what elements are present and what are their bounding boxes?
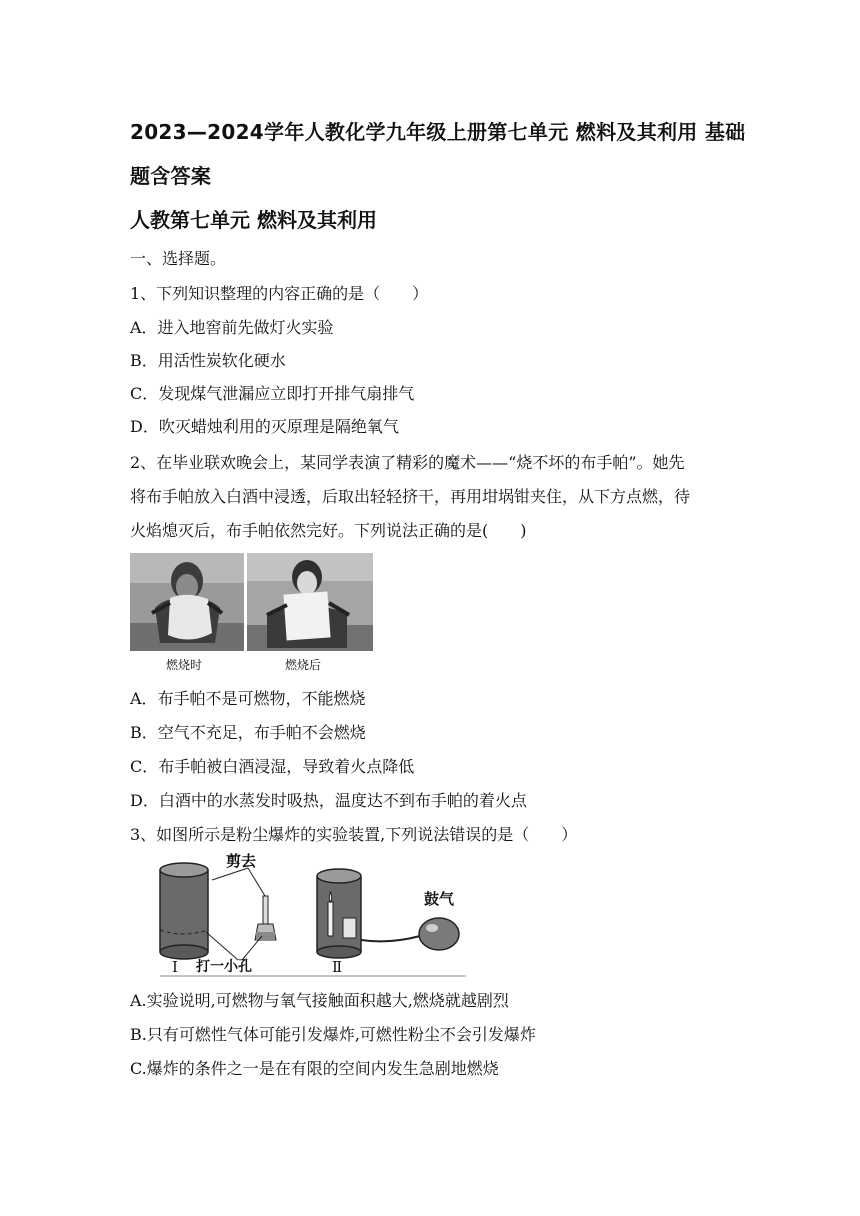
photo-after-burning	[247, 553, 373, 651]
q2-stem-line1: 2、在毕业联欢晚会上，某同学表演了精彩的魔术——“烧不坏的布手帕”。她先	[130, 453, 685, 472]
section-heading: 一、选择题。	[130, 249, 227, 268]
q3-option-b: B.只有可燃性气体可能引发爆炸,可燃性粉尘不会引发爆炸	[130, 1025, 536, 1044]
document-title-line2: 题含答案	[130, 164, 212, 188]
label-hole: 打一小孔	[196, 959, 252, 975]
q2-option-c: C．布手帕被白酒浸湿，导致着火点降低	[130, 757, 415, 776]
cylinder-one	[160, 863, 208, 959]
label-roman-two: Ⅱ	[332, 958, 343, 976]
q1-stem: 1、下列知识整理的内容正确的是（ ）	[130, 284, 429, 303]
cylinder-two	[317, 869, 361, 958]
photo-caption-after: 燃烧后	[285, 658, 322, 672]
photo-caption-burning: 燃烧时	[166, 658, 203, 672]
q1-option-d: D．吹灭蜡烛利用的灭原理是隔绝氧气	[130, 417, 399, 436]
q2-stem-line3: 火焰熄灭后，布手帕依然完好。下列说法正确的是( )	[130, 521, 527, 540]
label-cut: 剪去	[226, 852, 257, 870]
q2-option-b: B．空气不充足，布手帕不会燃烧	[130, 723, 366, 742]
q3-stem: 3、如图所示是粉尘爆炸的实验装置,下列说法错误的是（ ）	[130, 825, 578, 844]
q1-option-a: A．进入地窖前先做灯火实验	[130, 318, 334, 337]
small-bottle	[255, 896, 276, 940]
q2-option-d: D．白酒中的水蒸发时吸热，温度达不到布手帕的着火点	[130, 791, 527, 810]
dust-explosion-apparatus	[130, 848, 466, 978]
q1-option-b: B．用活性炭软化硬水	[130, 351, 286, 370]
q3-option-c: C.爆炸的条件之一是在有限的空间内发生急剧地燃烧	[130, 1059, 499, 1078]
q1-option-c: C．发现煤气泄漏应立即打开排气扇排气	[130, 384, 415, 403]
q2-option-a: A．布手帕不是可燃物，不能燃烧	[130, 689, 366, 708]
q2-stem-line2: 将布手帕放入白酒中浸透，后取出轻轻挤干，再用坩埚钳夹住，从下方点燃，待	[130, 487, 691, 506]
document-title-line1: 2023—2024学年人教化学九年级上册第七单元 燃料及其利用 基础	[130, 120, 746, 144]
document-subtitle: 人教第七单元 燃料及其利用	[130, 208, 377, 232]
q3-option-a: A.实验说明,可燃物与氧气接触面积越大,燃烧就越剧烈	[130, 991, 509, 1010]
label-roman-one: Ⅰ	[172, 958, 178, 976]
photo-burning	[130, 553, 244, 651]
label-blow: 鼓气	[424, 890, 455, 908]
